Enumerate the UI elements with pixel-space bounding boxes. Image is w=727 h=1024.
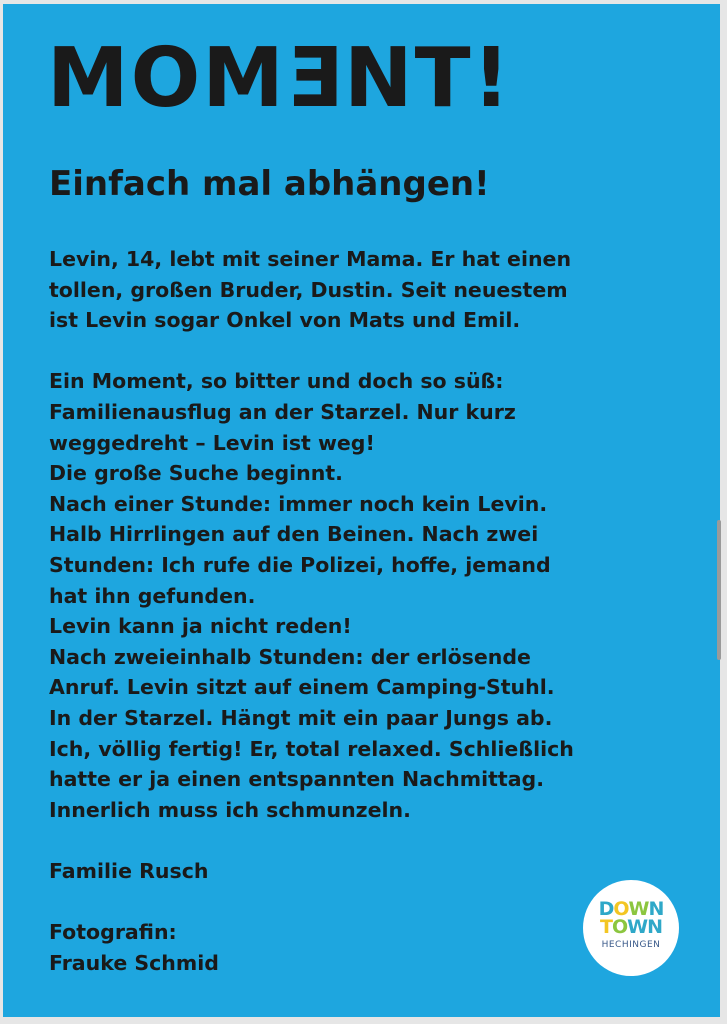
paragraph-intro (49, 244, 689, 336)
text-line: In der Starzel. Hängt mit ein paar Jungs ab. (49, 705, 553, 730)
text-line: Nach einer Stunde: immer noch kein Levin. (49, 491, 548, 516)
logo-mirrored-e: E (285, 31, 344, 126)
text-line: weggedreht – Levin ist weg! (49, 430, 375, 455)
paragraph-gap (49, 336, 689, 367)
badge-letter: W (627, 916, 648, 938)
text-line: Ich, völlig fertig! Er, total relaxed. Schließlich (49, 736, 574, 761)
photo-credit-label: Fotografin: (49, 920, 177, 945)
downtown-hechingen-badge (583, 880, 679, 976)
text-line: ist Levin sogar Onkel von Mats und Emil. (49, 308, 521, 333)
logo-text-start: MOM (47, 31, 286, 126)
badge-letter: W (628, 898, 649, 920)
badge-letter: O (611, 916, 628, 938)
text-line: hat ihn gefunden. (49, 583, 256, 608)
paragraph-story (49, 366, 689, 825)
text-line: Ein Moment, so bitter und doch so süß: (49, 369, 504, 394)
text-line: Familienausflug an der Starzel. Nur kurz (49, 399, 516, 424)
text-line: Levin, 14, lebt mit seiner Mama. Er hat einen (49, 247, 572, 271)
badge-letter: O (613, 898, 629, 920)
text-line: Die große Suche beginnt. (49, 461, 343, 486)
badge-letter: D (598, 898, 614, 920)
badge-letter: N (647, 916, 662, 938)
photo-credit-name: Frauke Schmid (49, 950, 219, 975)
story-text (49, 244, 689, 978)
logo-text-end: NT! (343, 31, 512, 126)
text-line: Levin kann ja nicht reden! (49, 614, 352, 639)
badge-letter: T (600, 916, 612, 938)
text-line: Anruf. Levin sitzt auf einem Camping-Stuhl. (49, 675, 555, 700)
badge-letter: N (648, 898, 664, 920)
text-line: hatte er ja einen entspannten Nachmittag. (49, 767, 545, 792)
scrollbar-thumb[interactable] (717, 520, 721, 660)
badge-word-town (583, 917, 679, 937)
text-line: Innerlich muss ich schmunzeln. (49, 797, 411, 822)
text-line: tollen, großen Bruder, Dustin. Seit neuestem (49, 277, 568, 302)
badge-subtitle: HECHINGEN (601, 940, 661, 950)
text-line: Stunden: Ich rufe die Polizei, hoffe, jemand (49, 552, 551, 577)
moment-logo (47, 31, 512, 126)
text-line: Halb Hirrlingen auf den Beinen. Nach zwei (49, 522, 539, 547)
poster-page (3, 4, 720, 1017)
text-line: Nach zweieinhalb Stunden: der erlösende (49, 644, 531, 669)
paragraph-gap (49, 825, 689, 856)
headline: Einfach mal abhängen! (49, 164, 490, 204)
signature: Familie Rusch (49, 858, 209, 883)
